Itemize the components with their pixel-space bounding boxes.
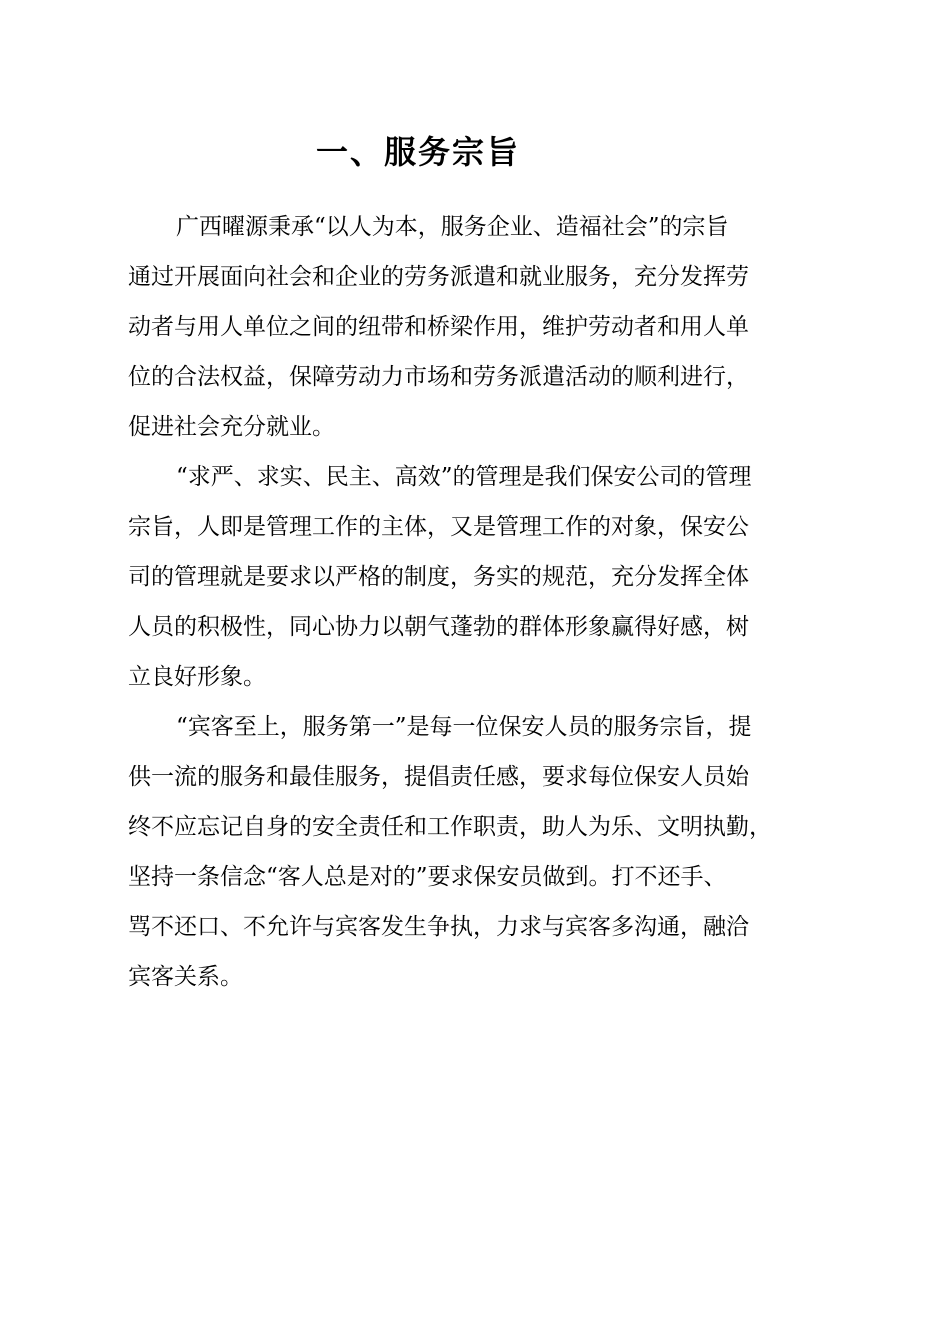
text-line: 广西曜源秉承“以人为本，服务企业、造福社会”的宗旨 <box>176 214 729 240</box>
text-line: 立良好形象。 <box>128 664 266 690</box>
text-line: “宾客至上，服务第一”是每一位保安人员的服务宗旨，提 <box>176 714 752 740</box>
text-line: 促进社会充分就业。 <box>128 414 335 440</box>
text-line: 位的合法权益，保障劳动力市场和劳务派遣活动的顺利进行， <box>128 364 749 390</box>
text-line: 司的管理就是要求以严格的制度，务实的规范，充分发挥全体 <box>128 564 749 590</box>
paragraph-service-purpose <box>128 202 848 452</box>
text-line: 供一流的服务和最佳服务，提倡责任感，要求每位保安人员始 <box>128 764 749 790</box>
text-line: 宾客关系。 <box>128 964 243 990</box>
paragraph-management-purpose <box>128 452 848 702</box>
section-title: 一、服务宗旨 <box>316 133 521 171</box>
text-line: 坚持一条信念“客人总是对的”要求保安员做到。打不还手、 <box>128 864 727 890</box>
text-line: 骂不还口、不允许与宾客发生争执，力求与宾客多沟通，融洽 <box>128 914 749 940</box>
paragraph-guest-first <box>128 702 848 1002</box>
document-body <box>128 202 848 1002</box>
text-line: “求严、求实、民主、高效”的管理是我们保安公司的管理 <box>176 464 752 490</box>
text-line: 人员的积极性，同心协力以朝气蓬勃的群体形象赢得好感，树 <box>128 614 749 640</box>
text-line: 通过开展面向社会和企业的劳务派遣和就业服务，充分发挥劳 <box>128 264 749 290</box>
text-line: 宗旨，人即是管理工作的主体，又是管理工作的对象，保安公 <box>128 514 749 540</box>
text-line: 动者与用人单位之间的纽带和桥梁作用，维护劳动者和用人单 <box>128 314 749 340</box>
text-line: 终不应忘记自身的安全责任和工作职责，助人为乐、文明执勤， <box>128 814 772 840</box>
